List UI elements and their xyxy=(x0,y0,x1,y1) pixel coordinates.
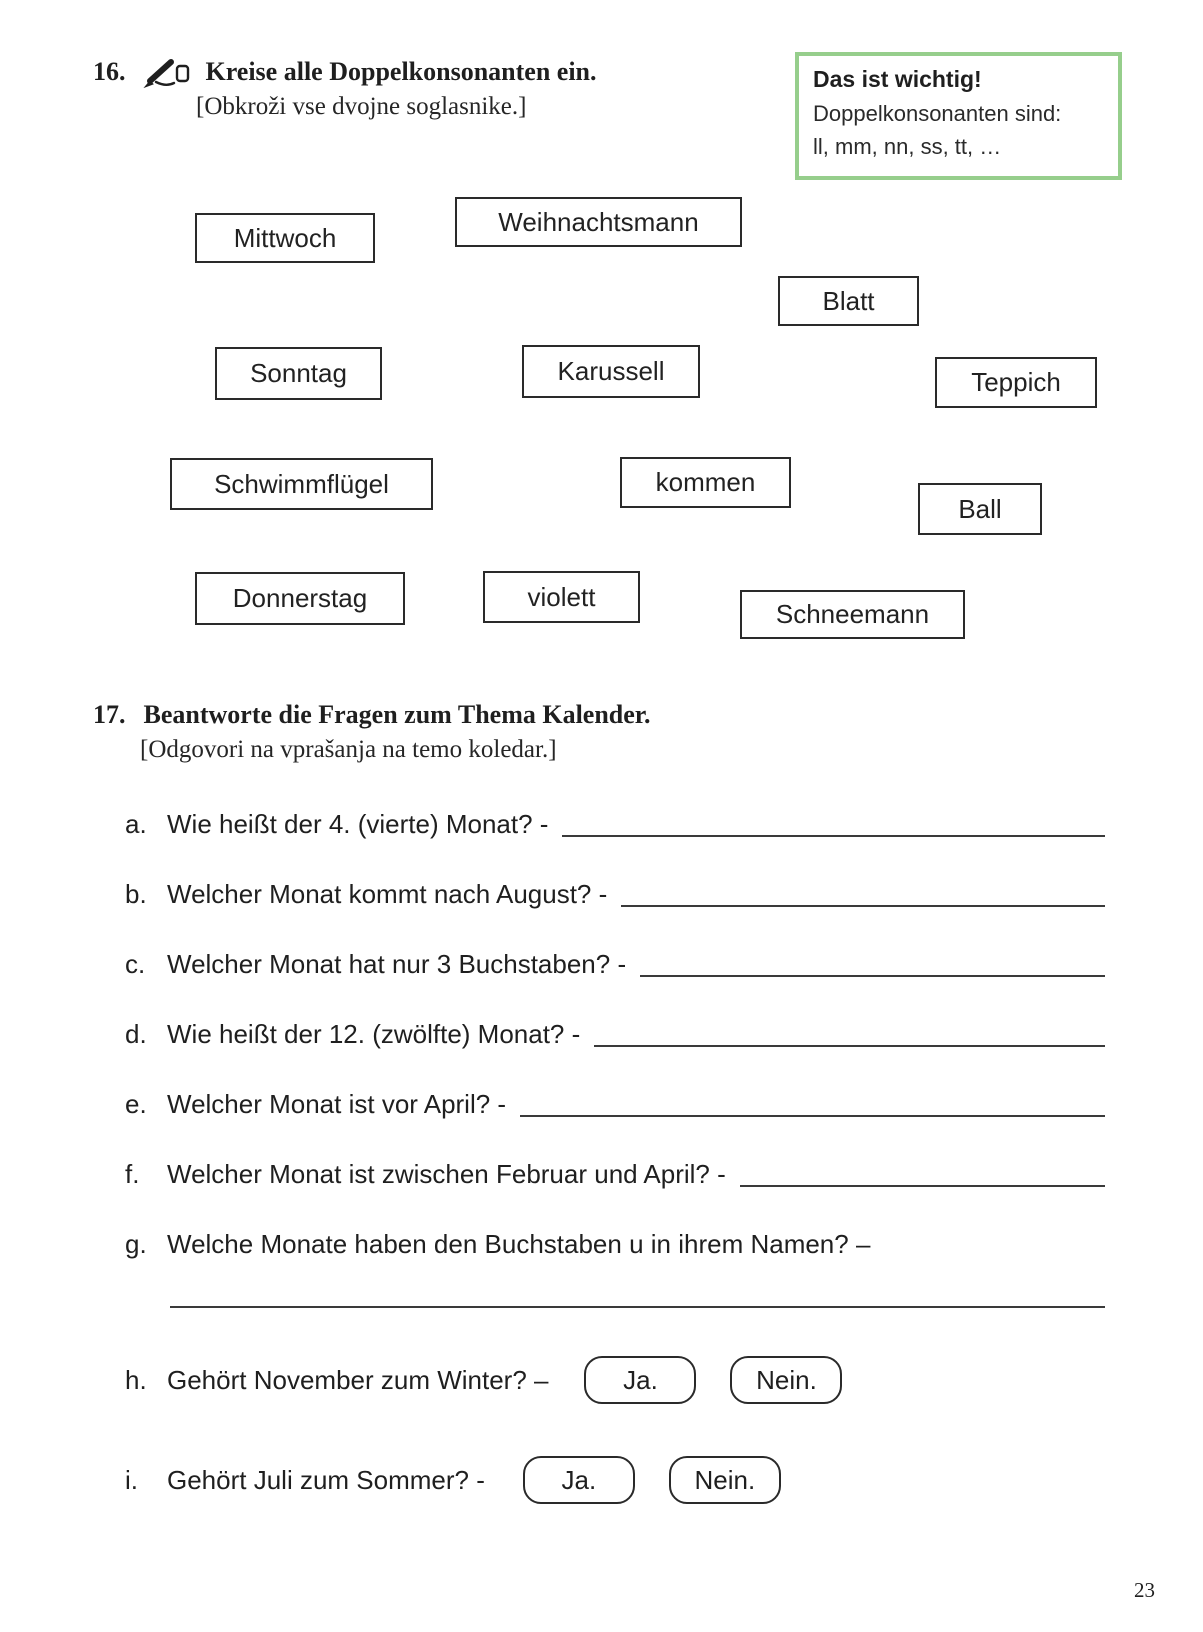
word-label: violett xyxy=(527,581,596,612)
word-label: Weihnachtsmann xyxy=(498,206,699,237)
question-label: e. xyxy=(125,1089,147,1119)
word-box-schneemann[interactable] xyxy=(740,590,965,639)
answer-line-a[interactable] xyxy=(562,835,1105,837)
question-f xyxy=(125,1150,1105,1190)
word-label: Schwimmflügel xyxy=(214,468,389,499)
question-text: Wie heißt der 4. (vierte) Monat? - xyxy=(167,809,549,839)
answer-line-f[interactable] xyxy=(740,1185,1105,1187)
word-label: Blatt xyxy=(822,285,875,316)
word-label: Mittwoch xyxy=(233,222,337,253)
question-text: Welcher Monat kommt nach August? - xyxy=(167,879,608,909)
question-text: Welcher Monat hat nur 3 Buchstaben? - xyxy=(167,949,627,979)
word-label: kommen xyxy=(655,467,756,497)
question-label: a. xyxy=(125,809,147,839)
info-box-line1: Doppelkonsonanten sind: xyxy=(813,101,1062,126)
word-label: Karussell xyxy=(557,356,665,386)
question-h xyxy=(125,1354,1105,1406)
info-box-title: Das ist wichtig! xyxy=(813,66,982,92)
question-a xyxy=(125,800,1105,840)
important-info-box xyxy=(795,52,1122,180)
ja-option-i[interactable]: Ja. xyxy=(523,1456,635,1504)
question-i xyxy=(125,1454,1105,1506)
question-g xyxy=(125,1220,1105,1260)
answer-line-b[interactable] xyxy=(621,905,1105,907)
nein-option-h[interactable]: Nein. xyxy=(730,1356,842,1404)
word-box-violett[interactable] xyxy=(483,571,640,623)
word-label: Donnerstag xyxy=(232,583,368,613)
nein-option-i[interactable]: Nein. xyxy=(669,1456,781,1504)
word-label: Schneemann xyxy=(775,599,930,629)
answer-line-c[interactable] xyxy=(640,975,1105,977)
answer-line-g[interactable] xyxy=(170,1306,1105,1308)
question-text: Gehört November zum Winter? – xyxy=(167,1364,549,1395)
exercise17-title: Beantworte die Fragen zum Thema Kalender. xyxy=(143,700,651,729)
answer-line-e[interactable] xyxy=(520,1115,1105,1117)
exercise16-number: 16. xyxy=(93,57,126,86)
word-label: Sonntag xyxy=(250,358,347,388)
word-box-weihnachtsmann[interactable] xyxy=(455,197,742,247)
question-d xyxy=(125,1010,1105,1050)
info-box-line2: ll, mm, nn, ss, tt, … xyxy=(813,134,1002,159)
exercise17-number: 17. xyxy=(93,700,126,729)
question-text: Wie heißt der 12. (zwölfte) Monat? - xyxy=(167,1019,581,1049)
writing-hand-pen-icon xyxy=(140,55,192,89)
word-box-sonntag[interactable] xyxy=(215,347,382,400)
page-number: 23 xyxy=(1134,1578,1155,1602)
question-label: d. xyxy=(125,1019,147,1049)
exercise16-header xyxy=(93,55,793,121)
question-text: Welcher Monat ist zwischen Februar und April? - xyxy=(167,1159,726,1189)
exercise17-subtitle: [Odgovori na vprašanja na temo koledar.] xyxy=(140,736,557,763)
answer-line-d[interactable] xyxy=(594,1045,1105,1047)
word-box-karussell[interactable] xyxy=(522,345,700,398)
question-text: Welche Monate haben den Buchstaben u in ihrem Namen? – xyxy=(167,1229,871,1259)
word-box-ball[interactable] xyxy=(918,483,1042,535)
question-e xyxy=(125,1080,1105,1120)
question-text: Gehört Juli zum Sommer? - xyxy=(167,1464,485,1495)
question-label: c. xyxy=(125,949,146,979)
ja-option-h[interactable]: Ja. xyxy=(584,1356,696,1404)
word-label: Teppich xyxy=(971,367,1061,397)
word-box-kommen[interactable] xyxy=(620,457,791,508)
word-box-teppich[interactable] xyxy=(935,357,1097,408)
word-label: Ball xyxy=(958,493,1002,524)
exercise16-title: Kreise alle Doppelkonsonanten ein. xyxy=(205,57,597,86)
question-label: f. xyxy=(125,1159,140,1189)
exercise17-header xyxy=(93,700,893,764)
question-label: b. xyxy=(125,879,147,909)
question-text: Welcher Monat ist vor April? - xyxy=(167,1089,507,1119)
question-list xyxy=(125,800,1105,1506)
word-box-donnerstag[interactable] xyxy=(195,572,405,625)
exercise16-subtitle: [Obkroži vse dvojne soglasnike.] xyxy=(196,93,527,120)
question-b xyxy=(125,870,1105,910)
word-box-mittwoch[interactable] xyxy=(195,213,375,263)
question-label: i. xyxy=(125,1464,138,1495)
question-c xyxy=(125,940,1105,980)
word-box-schwimmfluegel[interactable] xyxy=(170,458,433,510)
question-label: h. xyxy=(125,1364,147,1395)
word-box-blatt[interactable] xyxy=(778,276,919,326)
question-label: g. xyxy=(125,1229,147,1259)
